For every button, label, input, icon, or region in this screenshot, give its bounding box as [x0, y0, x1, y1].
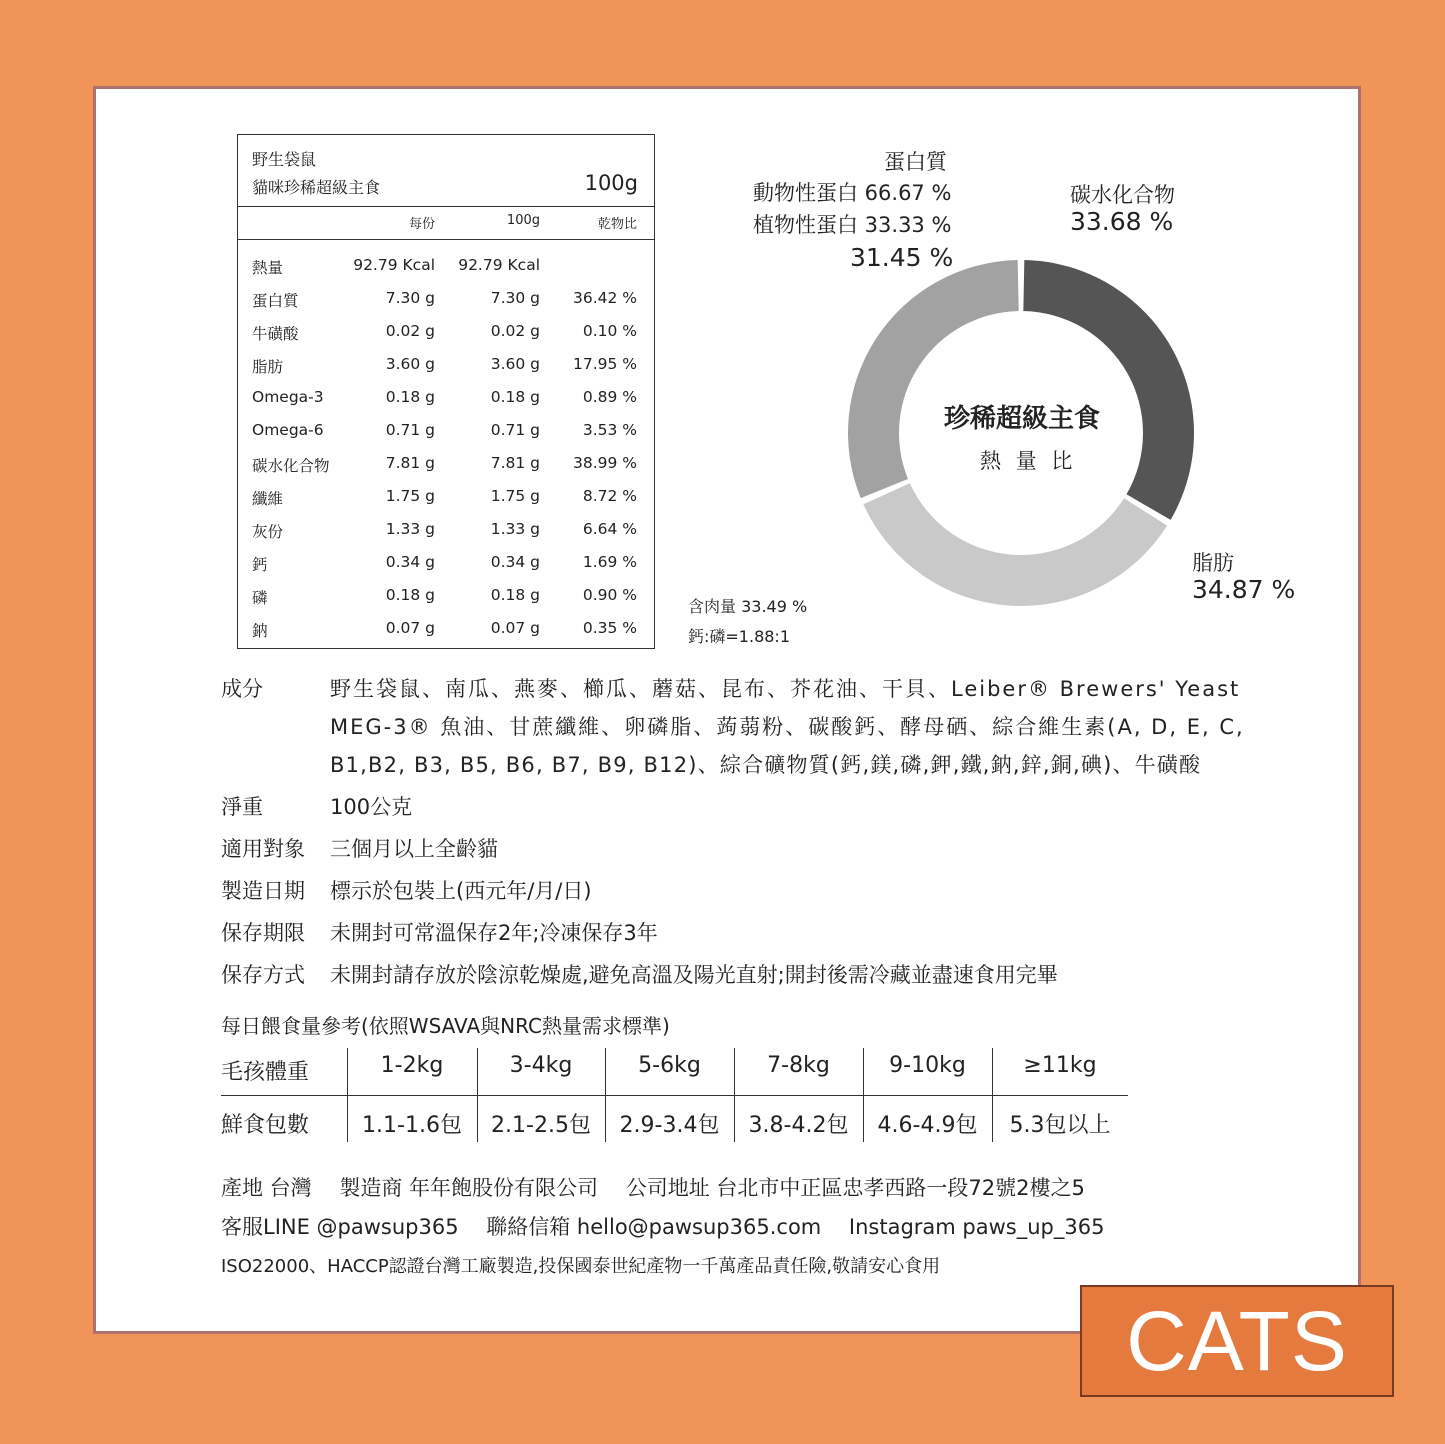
- product-name-line1: 野生袋鼠: [252, 150, 317, 169]
- nutrient-label: 蛋白質: [252, 292, 299, 310]
- dry-matter-value: 6.64 %: [582, 520, 637, 538]
- weight-row-label: 毛孩體重: [221, 1060, 310, 1085]
- serving-weight: 100g: [584, 171, 638, 195]
- packs-cell: 5.3包以上: [1009, 1113, 1111, 1138]
- per-serving-value: 0.18 g: [385, 586, 435, 604]
- label-carbohydrate: 碳水化合物: [1070, 183, 1175, 207]
- info-label: 保存期限: [221, 921, 305, 945]
- header-per-100g: 100g: [506, 213, 540, 228]
- weight-cell: ≥11kg: [1023, 1053, 1097, 1078]
- column-divider: [605, 1048, 606, 1142]
- info-label: 適用對象: [221, 837, 305, 861]
- info-value: 三個月以上全齡貓: [330, 837, 498, 861]
- column-divider: [863, 1048, 864, 1142]
- product-name-line2: 貓咪珍稀超級主食: [252, 178, 381, 197]
- per-serving-value: 3.60 g: [385, 355, 435, 373]
- label-fat: 脂肪: [1192, 551, 1234, 575]
- weight-cell: 5-6kg: [638, 1053, 701, 1078]
- dry-matter-value: 36.42 %: [572, 289, 637, 307]
- nutrient-label: 鈉: [252, 622, 268, 640]
- donut-slice-carbohydrate: [1023, 260, 1194, 520]
- per-100g-value: 0.71 g: [490, 421, 540, 439]
- packs-cell: 3.8-4.2包: [748, 1113, 849, 1138]
- dry-matter-value: 0.90 %: [582, 586, 637, 604]
- weight-cell: 9-10kg: [889, 1053, 966, 1078]
- meat-content-note: 含肉量 33.49 %: [688, 597, 808, 616]
- label-protein: 蛋白質: [884, 150, 947, 174]
- info-label: 保存方式: [221, 963, 305, 987]
- per-serving-value: 0.07 g: [385, 619, 435, 637]
- chart-subtitle: 熱 量 比: [980, 449, 1077, 473]
- chart-title: 珍稀超級主食: [944, 404, 1101, 434]
- weight-cell: 1-2kg: [380, 1053, 444, 1078]
- per-serving-value: 0.34 g: [385, 553, 435, 571]
- footer-origin-line: 產地 台灣 製造商 年年飽股份有限公司 公司地址 台北市中正區忠孝西路一段72號2樓之5: [221, 1176, 1085, 1200]
- dry-matter-value: 0.89 %: [582, 388, 637, 406]
- per-100g-value: 0.34 g: [490, 553, 540, 571]
- ingredients-line: B1,B2, B3, B5, B6, B7, B9, B12)、綜合礦物質(鈣,鎂,磷,鉀,鐵,鈉,鋅,銅,碘)、牛磺酸: [330, 753, 1202, 777]
- footer-certification-line: ISO22000、HACCP認證台灣工廠製造,投保國泰世紀產物一千萬產品責任險,敬請安心食用: [221, 1256, 941, 1277]
- per-serving-value: 1.33 g: [385, 520, 435, 538]
- info-value: 標示於包裝上(西元年/月/日): [330, 879, 592, 903]
- dry-matter-value: 3.53 %: [582, 421, 637, 439]
- label-animal-protein: 動物性蛋白 66.67 %: [753, 181, 952, 205]
- ingredients-line: MEG-3® 魚油、甘蔗纖維、卵磷脂、蒟蒻粉、碳酸鈣、酵母硒、綜合維生素(A, D, E, C,: [330, 715, 1245, 739]
- per-100g-value: 1.75 g: [490, 487, 540, 505]
- per-serving-value: 0.71 g: [385, 421, 435, 439]
- ingredients-label: 成分: [221, 677, 263, 701]
- column-divider: [347, 1048, 348, 1142]
- column-divider: [992, 1048, 993, 1142]
- nutrient-label: 纖維: [252, 490, 284, 508]
- value-carbohydrate: 33.68 %: [1070, 207, 1174, 236]
- cats-badge: CATS: [1080, 1285, 1394, 1397]
- nutrient-label: Omega-6: [252, 421, 324, 439]
- value-protein: 31.45 %: [850, 243, 954, 272]
- ingredients-line: 野生袋鼠、南瓜、燕麥、櫛瓜、蘑菇、昆布、芥花油、干貝、Leiber® Brewers' Yeast: [330, 677, 1241, 701]
- dry-matter-value: 0.35 %: [582, 619, 637, 637]
- info-value: 未開封請存放於陰涼乾燥處,避免高溫及陽光直射;開封後需冷藏並盡速食用完畢: [330, 963, 1058, 987]
- dry-matter-value: 8.72 %: [582, 487, 637, 505]
- column-divider: [734, 1048, 735, 1142]
- per-serving-value: 0.02 g: [385, 322, 435, 340]
- column-divider: [477, 1048, 478, 1142]
- per-100g-value: 0.18 g: [490, 586, 540, 604]
- footer-contact-line: 客服LINE @pawsup365 聯絡信箱 hello@pawsup365.com Instagram paws_up_365: [221, 1215, 1105, 1239]
- info-value: 未開封可常溫保存2年;冷凍保存3年: [330, 921, 658, 945]
- per-100g-value: 0.18 g: [490, 388, 540, 406]
- value-fat: 34.87 %: [1192, 575, 1296, 604]
- per-serving-value: 0.18 g: [385, 388, 435, 406]
- nutrient-label: Omega-3: [252, 388, 324, 406]
- info-value: 100公克: [330, 795, 413, 819]
- dry-matter-value: 1.69 %: [582, 553, 637, 571]
- per-serving-value: 1.75 g: [385, 487, 435, 505]
- per-100g-value: 7.81 g: [490, 454, 540, 472]
- nutrient-label: 牛磺酸: [252, 325, 299, 343]
- dry-matter-value: 0.10 %: [582, 322, 637, 340]
- nutrient-label: 熱量: [252, 259, 284, 277]
- header-dry-matter: 乾物比: [597, 217, 637, 232]
- nutrient-label: 脂肪: [252, 358, 284, 376]
- per-serving-value: 92.79 Kcal: [353, 256, 435, 274]
- label-plant-protein: 植物性蛋白 33.33 %: [753, 213, 952, 237]
- per-100g-value: 7.30 g: [490, 289, 540, 307]
- feeding-title: 每日餵食量參考(依照WSAVA與NRC熱量需求標準): [221, 1014, 670, 1038]
- weight-cell: 3-4kg: [509, 1053, 573, 1078]
- nutrient-label: 鈣: [252, 556, 268, 574]
- per-100g-value: 0.02 g: [490, 322, 540, 340]
- packs-cell: 4.6-4.9包: [877, 1113, 978, 1138]
- dry-matter-value: 17.95 %: [572, 355, 637, 373]
- nutrient-label: 磷: [252, 589, 268, 607]
- dry-matter-value: 38.99 %: [572, 454, 637, 472]
- packs-row-label: 鮮食包數: [221, 1113, 310, 1138]
- donut-slice-fat: [863, 483, 1167, 606]
- header-per-serving: 每份: [408, 217, 435, 232]
- info-label: 製造日期: [221, 879, 305, 903]
- per-100g-value: 92.79 Kcal: [458, 256, 540, 274]
- packs-cell: 2.1-2.5包: [491, 1113, 591, 1138]
- calcium-phosphorus-note: 鈣:磷=1.88:1: [688, 627, 790, 646]
- nutrient-label: 灰份: [252, 523, 284, 541]
- per-100g-value: 3.60 g: [490, 355, 540, 373]
- packs-cell: 2.9-3.4包: [619, 1113, 720, 1138]
- per-100g-value: 1.33 g: [490, 520, 540, 538]
- info-label: 淨重: [221, 795, 263, 819]
- per-serving-value: 7.30 g: [385, 289, 435, 307]
- per-100g-value: 0.07 g: [490, 619, 540, 637]
- packs-cell: 1.1-1.6包: [362, 1113, 462, 1138]
- weight-cell: 7-8kg: [767, 1053, 830, 1078]
- nutrient-label: 碳水化合物: [252, 457, 330, 475]
- per-serving-value: 7.81 g: [385, 454, 435, 472]
